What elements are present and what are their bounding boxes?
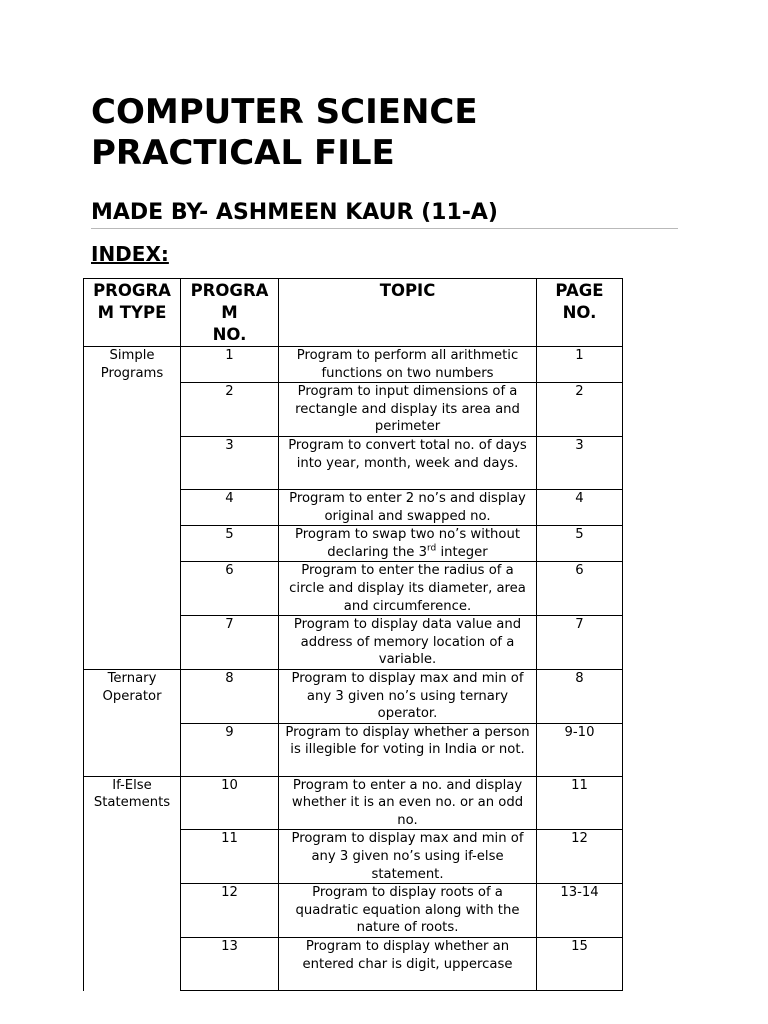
page-no-cell: 5: [537, 526, 623, 562]
program-no-cell: 8: [181, 669, 279, 723]
program-no-cell: 4: [181, 489, 279, 525]
page-no-cell: 13-14: [537, 884, 623, 938]
topic-cell: Program to convert total no. of days into year, month, week and days.: [279, 436, 537, 489]
title-line-1: COMPUTER SCIENCE: [91, 92, 478, 132]
program-type-cell: Simple Programs: [84, 347, 181, 670]
topic-cell: Program to display whether an entered char is digit, uppercase: [279, 938, 537, 991]
page-no-cell: 8: [537, 669, 623, 723]
program-no-cell: 2: [181, 383, 279, 437]
page-no-cell: 9-10: [537, 723, 623, 776]
page-no-cell: 1: [537, 347, 623, 383]
page-no-cell: 11: [537, 776, 623, 830]
title-line-2: PRACTICAL FILE: [91, 133, 395, 173]
topic-cell: Program to enter 2 no’s and display original and swapped no.: [279, 489, 537, 525]
header-program-type: PROGRA M TYPE: [84, 279, 181, 347]
topic-cell: Program to display max and min of any 3 given no’s using if-else statement.: [279, 830, 537, 884]
topic-cell: Program to enter the radius of a circle and display its diameter, area and circumference.: [279, 562, 537, 616]
program-no-cell: 6: [181, 562, 279, 616]
header-program-no: PROGRA M NO.: [181, 279, 279, 347]
page-no-cell: 15: [537, 938, 623, 991]
topic-cell: Program to display whether a person is illegible for voting in India or not.: [279, 723, 537, 776]
index-heading: INDEX:: [91, 242, 169, 266]
topic-cell: Program to display roots of a quadratic equation along with the nature of roots.: [279, 884, 537, 938]
table-row: [84, 347, 623, 383]
program-no-cell: 9: [181, 723, 279, 776]
topic-cell: Program to swap two no’s without declaring the 3rd integer: [279, 526, 537, 562]
page-no-cell: 6: [537, 562, 623, 616]
index-table: [83, 278, 623, 991]
header-page-no: PAGE NO.: [537, 279, 623, 347]
program-no-cell: 11: [181, 830, 279, 884]
program-no-cell: 1: [181, 347, 279, 383]
table-row: [84, 669, 623, 723]
page-no-cell: 2: [537, 383, 623, 437]
page-no-cell: 12: [537, 830, 623, 884]
table-row: [84, 776, 623, 830]
topic-cell: Program to input dimensions of a rectangle and display its area and perimeter: [279, 383, 537, 437]
topic-cell: Program to enter a no. and display whether it is an even no. or an odd no.: [279, 776, 537, 830]
program-no-cell: 12: [181, 884, 279, 938]
topic-cell: Program to display max and min of any 3 given no’s using ternary operator.: [279, 669, 537, 723]
page-no-cell: 3: [537, 436, 623, 489]
topic-cell: Program to perform all arithmetic functions on two numbers: [279, 347, 537, 383]
program-type-cell: Ternary Operator: [84, 669, 181, 776]
page-no-cell: 4: [537, 489, 623, 525]
page-no-cell: 7: [537, 616, 623, 670]
table-header-row: [84, 279, 623, 347]
program-no-cell: 13: [181, 938, 279, 991]
made-by-heading: MADE BY- ASHMEEN KAUR (11-A): [91, 200, 498, 225]
header-topic: TOPIC: [279, 279, 537, 347]
program-type-cell: If-Else Statements: [84, 776, 181, 990]
program-no-cell: 7: [181, 616, 279, 670]
program-no-cell: 10: [181, 776, 279, 830]
program-no-cell: 5: [181, 526, 279, 562]
topic-cell: Program to display data value and address of memory location of a variable.: [279, 616, 537, 670]
program-no-cell: 3: [181, 436, 279, 489]
